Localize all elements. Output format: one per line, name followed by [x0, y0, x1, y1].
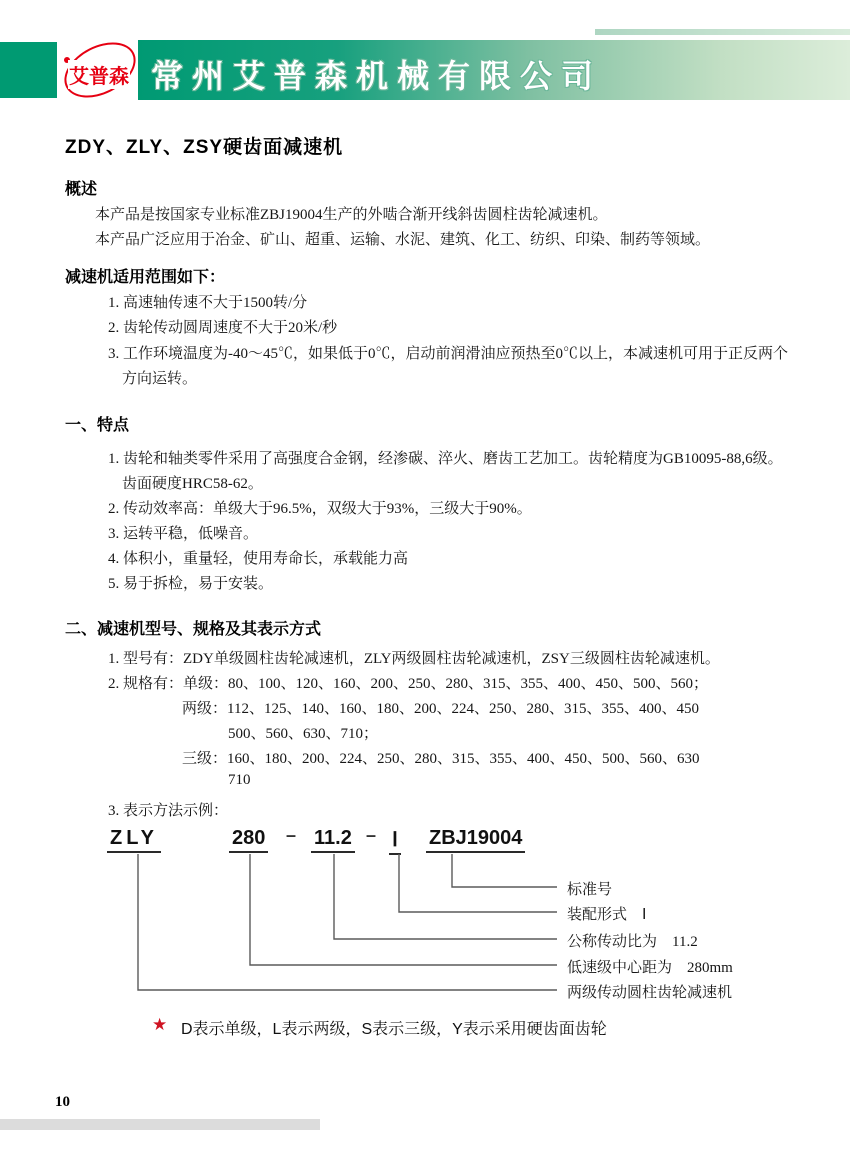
overview-line: 本产品广泛应用于冶金、矿山、超重、运输、水泥、建筑、化工、纺织、印染、制药等领域。: [95, 232, 711, 248]
page-title: ZDY、ZLY、ZSY硬齿面减速机: [65, 137, 344, 158]
code-ratio: 11.2: [311, 827, 355, 853]
company-name: 常州艾普森机械有限公司: [151, 57, 603, 95]
example-heading-line: 3. 表示方法示例：: [108, 803, 229, 819]
feature-item: 5. 易于拆检，易于安装。: [108, 576, 274, 592]
label-center-distance: 低速级中心距为 280mm: [567, 960, 733, 976]
footnote-text: D表示单级，L表示两级，S表示三级，Y表示采用硬齿面齿轮: [181, 1021, 607, 1038]
label-assembly-form: 装配形式 Ⅰ: [567, 907, 647, 923]
footer-bar: [0, 1119, 320, 1130]
label-nominal-ratio: 公称传动比为 11.2: [567, 934, 698, 950]
feature-item: 3. 运转平稳，低噪音。: [108, 526, 259, 542]
spec-line-triple-continuation: 710: [228, 772, 251, 788]
page-number: 10: [55, 1094, 70, 1110]
label-standard-number: 标准号: [567, 882, 613, 898]
code-standard: ZBJ19004: [426, 827, 525, 853]
spec-line-double-continuation: 500、560、630、710；: [228, 726, 379, 742]
code-assembly-form: Ⅰ: [389, 827, 401, 855]
spec-line-triple: 三级：160、180、200、224、250、280、315、355、400、450、500、560、630: [182, 751, 700, 767]
company-logo: [58, 40, 138, 100]
spec-line-single: 2. 规格有：单级：80、100、120、160、200、250、280、315、355、400、450、500、560；: [108, 676, 709, 692]
code-model: ZLY: [107, 827, 161, 853]
star-icon: ★: [152, 1015, 168, 1035]
scope-item: 3. 工作环境温度为-40～45℃，如果低于0℃，启动前润滑油应预热至0℃以上，本减速机可用于正反两个: [108, 346, 788, 362]
code-center-distance: 280: [229, 827, 268, 853]
logo-text: 艾普森: [68, 60, 130, 89]
header-corner-square: [0, 42, 57, 98]
spec-line-double: 两级：112、125、140、160、180、200、224、250、280、315、355、400、450: [182, 701, 699, 717]
overview-line: 本产品是按国家专业标准ZBJ19004生产的外啮合渐开线斜齿圆柱齿轮减速机。: [95, 207, 608, 223]
label-reducer-type: 两级传动圆柱齿轮减速机: [567, 985, 733, 1001]
model-types-line: 1. 型号有：ZDY单级圆柱齿轮减速机，ZLY两级圆柱齿轮减速机，ZSY三级圆柱齿轮减速机。: [108, 651, 720, 667]
features-heading: 一、特点: [65, 417, 130, 434]
scope-item: 1. 高速轴传速不大于1500转/分: [108, 295, 308, 311]
header-band: [137, 40, 850, 100]
feature-item-continuation: 齿面硬度HRC58-62。: [122, 476, 263, 492]
scope-item: 2. 齿轮传动圆周速度不大于20米/秒: [108, 320, 338, 336]
scope-item-continuation: 方向运转。: [122, 371, 198, 387]
overview-heading: 概述: [65, 181, 98, 198]
models-heading: 二、减速机型号、规格及其表示方式: [65, 621, 322, 638]
scope-heading: 减速机适用范围如下：: [65, 269, 226, 286]
feature-item: 2. 传动效率高：单级大于96.5%，双级大于93%，三级大于90%。: [108, 501, 532, 517]
code-dash: –: [366, 825, 377, 845]
code-dash: –: [286, 825, 297, 845]
feature-item: 1. 齿轮和轴类零件采用了高强度合金钢，经渗碳、淬火、磨齿工艺加工。齿轮精度为GB10095-88,6级。: [108, 451, 783, 467]
header-edge-strip: [595, 29, 850, 35]
feature-item: 4. 体积小，重量轻，使用寿命长，承载能力高: [108, 551, 409, 567]
